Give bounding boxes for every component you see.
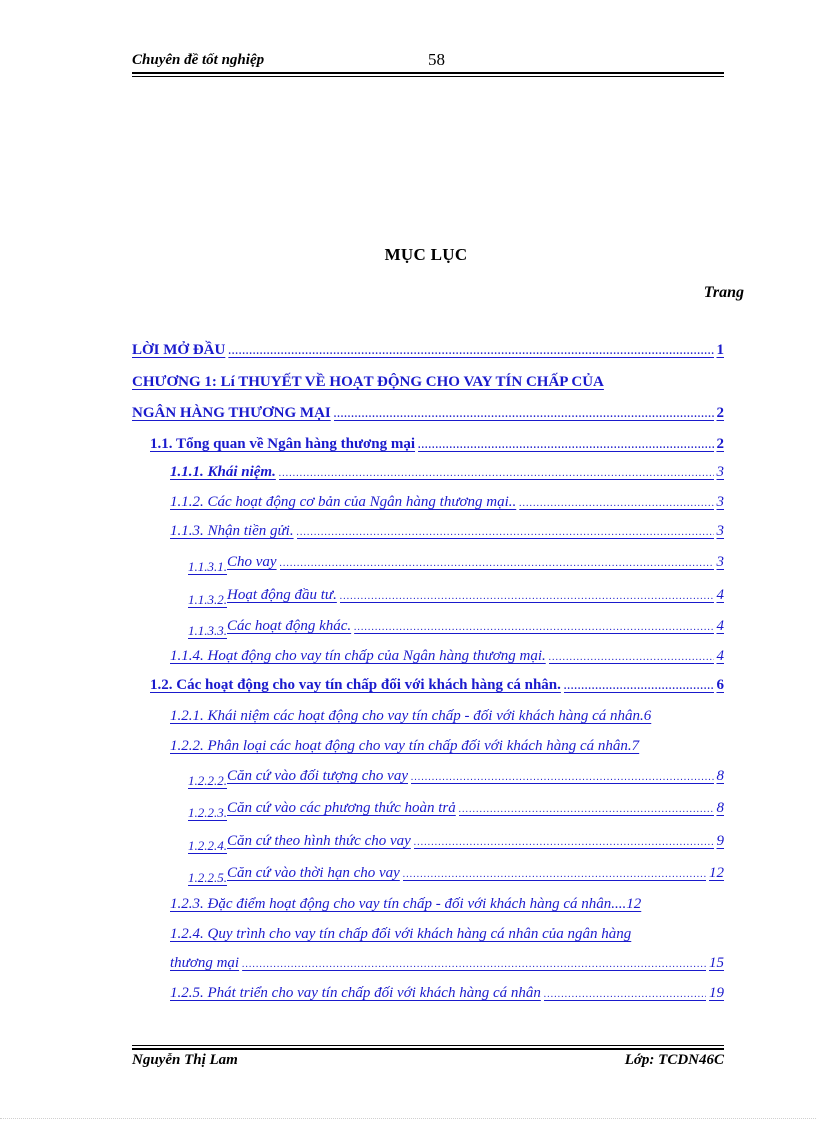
toc-entry[interactable]: 1.1.3.1. Cho vay ..... 3 (188, 554, 724, 571)
toc-entry[interactable]: 1.1.4. Hoạt động cho vay tín chấp của Ngân hàng thương mại. ..... 4 (170, 648, 724, 665)
header-title: Chuyên đề tốt nghiệp (132, 52, 265, 68)
toc-entry[interactable]: 1.2.2.2. Căn cứ vào đối tượng cho vay ..... 8 (188, 768, 724, 785)
toc-entry[interactable]: CHƯƠNG 1: Lí THUYẾT VỀ HOẠT ĐỘNG CHO VAY TÍN CHẤP CỦA (132, 374, 604, 390)
footer-rule-thin (132, 1045, 724, 1046)
toc-entry[interactable]: 1.2.2.5. Căn cứ vào thời hạn cho vay ..... 12 (188, 865, 724, 882)
toc-entry[interactable]: NGÂN HÀNG THƯƠNG MẠI ..... 2 (132, 405, 724, 422)
toc-entry[interactable]: 1.2.2.3. Căn cứ vào các phương thức hoàn trả ..... 8 (188, 800, 724, 817)
header-page-number: 58 (428, 50, 445, 69)
toc-entry[interactable]: 1.1.1. Khái niệm. ..... 3 (170, 464, 724, 481)
footer-rule-thick (132, 1048, 724, 1050)
toc-entry[interactable]: LỜI MỞ ĐẦU ..... 1 (132, 342, 724, 359)
toc-entry[interactable]: 1.1. Tổng quan về Ngân hàng thương mại ..... 2 (150, 436, 724, 453)
toc-entry[interactable]: 1.2.1. Khái niệm các hoạt động cho vay tín chấp - đối với khách hàng cá nhân.6 (170, 708, 652, 724)
footer-author: Nguyễn Thị Lam (132, 1052, 238, 1068)
toc-entry[interactable]: thương mại ..... 15 (170, 955, 724, 972)
toc-entry[interactable]: 1.2.5. Phát triển cho vay tín chấp đối với khách hàng cá nhân ..... 19 (170, 985, 724, 1002)
toc-entry[interactable]: 1.2.2.4. Căn cứ theo hình thức cho vay ..... 9 (188, 833, 724, 850)
toc-entry[interactable]: 1.2.4. Quy trình cho vay tín chấp đối với khách hàng cá nhân của ngân hàng (170, 926, 632, 942)
toc-entry[interactable]: 1.2.2. Phân loại các hoạt động cho vay tín chấp đối với khách hàng cá nhân.7 (170, 738, 640, 754)
page-column-label: Trang (703, 284, 744, 301)
page-boundary (0, 1118, 816, 1119)
toc-entry[interactable]: 1.1.3.2. Hoạt động đầu tư. ..... 4 (188, 587, 724, 604)
page-footer (132, 1052, 724, 1069)
toc-title: MỤC LỤC (384, 245, 468, 264)
toc-entry[interactable]: 1.1.3.3. Các hoạt động khác. ..... 4 (188, 618, 724, 635)
toc-entry[interactable]: 1.1.3. Nhận tiền gửi. ..... 3 (170, 523, 724, 540)
toc-entry[interactable]: 1.1.2. Các hoạt động cơ bản của Ngân hàng thương mại.. ..... 3 (170, 494, 724, 511)
footer-class: Lớp: TCDN46C (624, 1052, 724, 1068)
toc-entry[interactable]: 1.2.3. Đặc điểm hoạt động cho vay tín chấp - đối với khách hàng cá nhân....12 (170, 896, 642, 912)
toc-entry[interactable]: 1.2. Các hoạt động cho vay tín chấp đối với khách hàng cá nhân. ..... 6 (150, 677, 724, 694)
